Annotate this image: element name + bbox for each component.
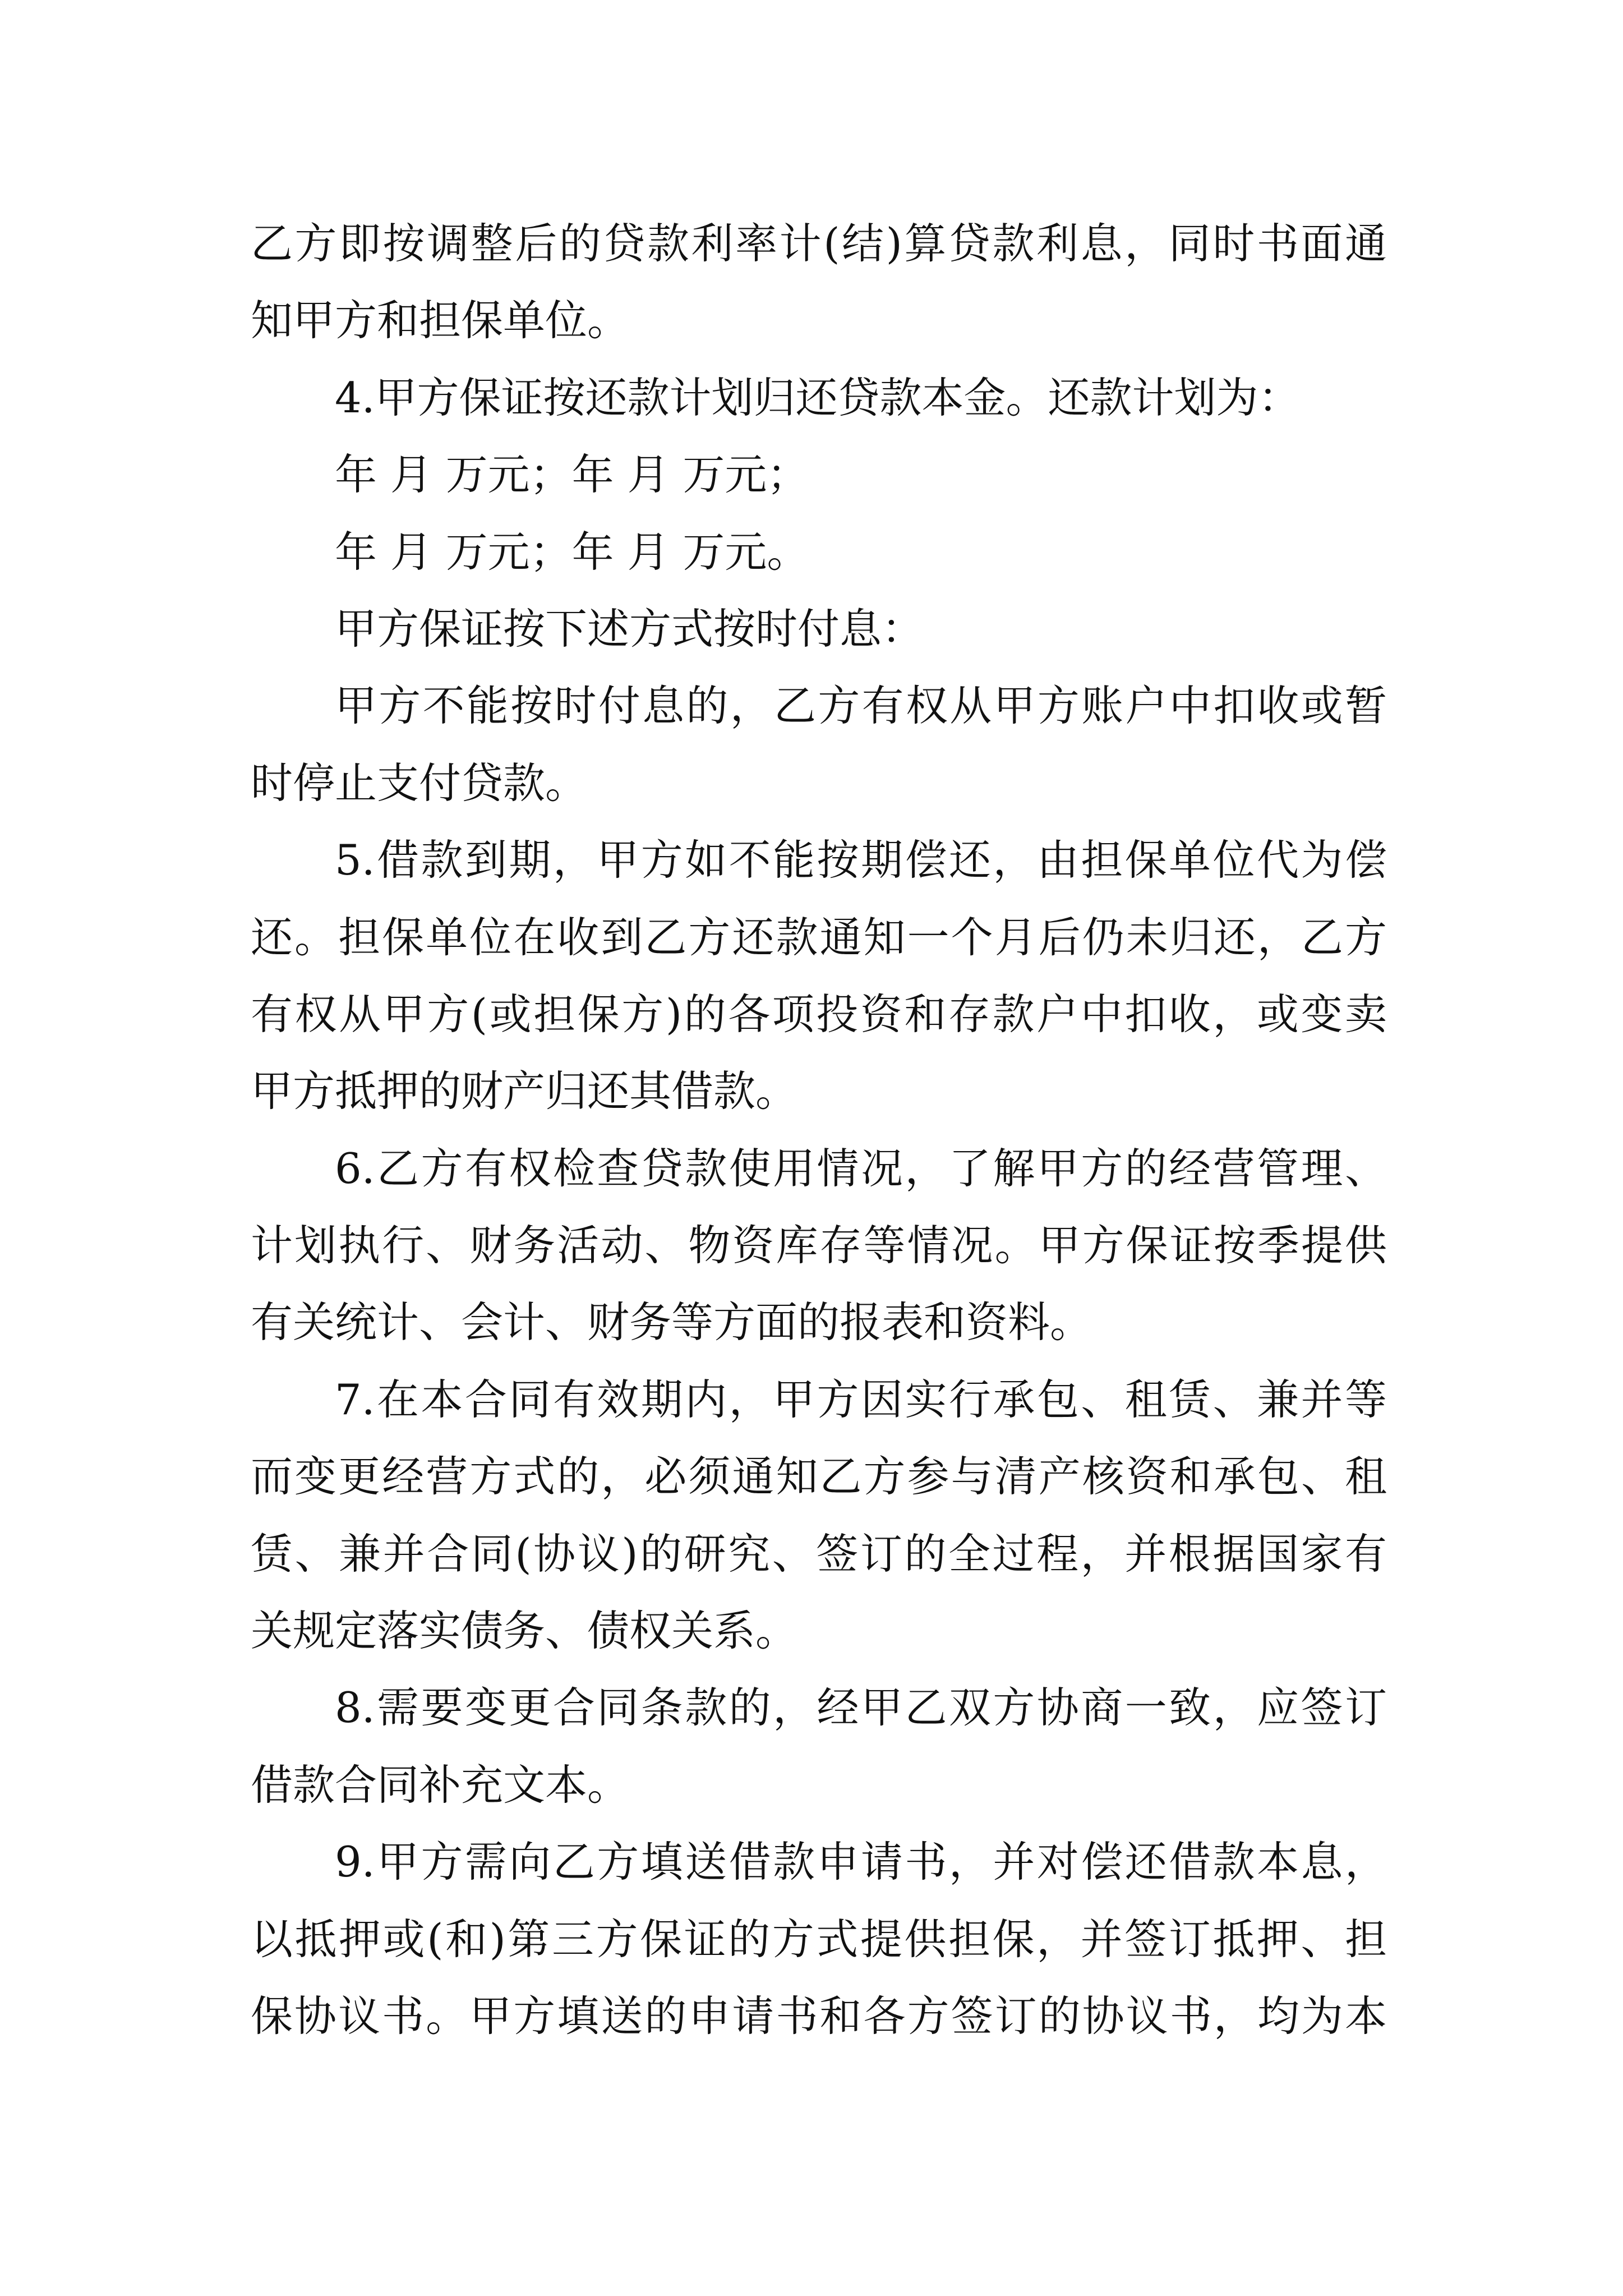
- text-line: 还。担保单位在收到乙方还款通知一个月后仍未归还，乙方: [251, 912, 1387, 962]
- late-interest-clause: [251, 668, 1387, 822]
- text-line: 计划执行、财务活动、物资库存等情况。甲方保证按季提供: [251, 1221, 1387, 1271]
- clause-8-contract-amendment: [251, 1669, 1387, 1824]
- text-line: 知甲方和担保单位。: [251, 296, 630, 346]
- text-line: 乙方即按调整后的贷款利率计(结)算贷款利息，同时书面通: [251, 219, 1387, 268]
- clause-5-loan-maturity: [251, 822, 1387, 1130]
- text-line: 年 月 万元；年 月 万元。: [335, 527, 809, 577]
- text-line: 借款合同补充文本。: [251, 1760, 630, 1810]
- text-line: 年 月 万元；年 月 万元；: [335, 450, 809, 500]
- paragraph-interest-adjustment-continued: [251, 205, 1387, 360]
- text-line: 关规定落实债务、债权关系。: [251, 1606, 798, 1656]
- text-line: 9.甲方需向乙方填送借款申请书，并对偿还借款本息，: [335, 1837, 1387, 1887]
- text-line: 7.在本合同有效期内，甲方因实行承包、租赁、兼并等: [335, 1374, 1387, 1424]
- document-body: [251, 205, 1387, 2055]
- text-line: 有权从甲方(或担保方)的各项投资和存款户中扣收，或变卖: [251, 989, 1387, 1039]
- text-line: 而变更经营方式的，必须通知乙方参与清产核资和承包、租: [251, 1452, 1387, 1502]
- text-line: 甲方不能按时付息的，乙方有权从甲方账户中扣收或暂: [335, 681, 1387, 731]
- repayment-schedule-line: [251, 514, 1387, 591]
- text-line: 保协议书。甲方填送的申请书和各方签订的协议书，均为本: [251, 1991, 1387, 2041]
- text-line: 赁、兼并合同(协议)的研究、签订的全过程，并根据国家有: [251, 1529, 1387, 1579]
- text-line: 4.甲方保证按还款计划归还贷款本金。还款计划为：: [335, 372, 1301, 422]
- text-line: 甲方保证按下述方式按时付息：: [335, 604, 924, 654]
- text-line: 甲方抵押的财产归还其借款。: [251, 1066, 798, 1116]
- text-line: 5.借款到期，甲方如不能按期偿还，由担保单位代为偿: [335, 835, 1387, 885]
- text-line: 时停止支付贷款。: [251, 758, 588, 808]
- repayment-schedule-line: [251, 436, 1387, 513]
- text-line: 8.需要变更合同条款的，经甲乙双方协商一致，应签订: [335, 1683, 1387, 1733]
- interest-payment-method: [251, 591, 1387, 668]
- clause-7-business-change: [251, 1361, 1387, 1670]
- text-line: 以抵押或(和)第三方保证的方式提供担保，并签订抵押、担: [251, 1914, 1387, 1964]
- text-line: 有关统计、会计、财务等方面的报表和资料。: [251, 1297, 1092, 1347]
- clause-9-loan-application: [251, 1824, 1387, 2055]
- clause-6-inspection-rights: [251, 1130, 1387, 1361]
- clause-4-repayment-plan: [251, 360, 1387, 436]
- text-line: 6.乙方有权检查贷款使用情况，了解甲方的经营管理、: [335, 1143, 1387, 1193]
